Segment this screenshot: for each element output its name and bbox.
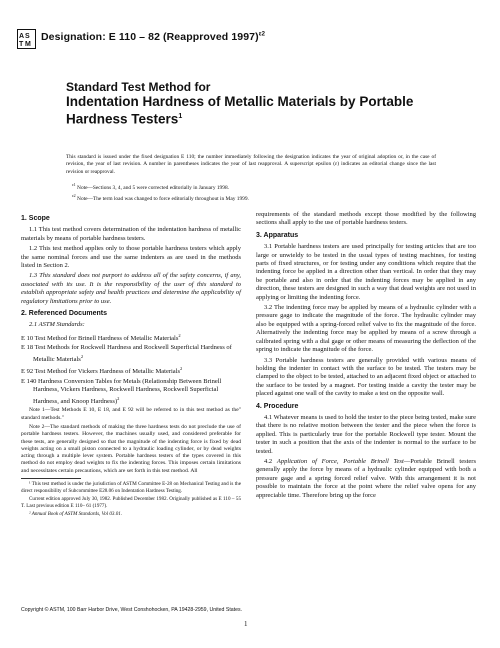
paragraph-4-2: 4.2 Application of Force, Portable Brinell Test—Portable Brinell testers generally apply the force by means of a hydraulic cylinder equipped with both a pressure gage and a spring forced relief valve. With this arrangement it is not possible to maintain the force at the point where the relief valve opens for any appreciable time. Therefore bring up the force bbox=[256, 457, 476, 499]
section-heading-procedure: 4. Procedure bbox=[256, 402, 299, 410]
svg-text:A: A bbox=[19, 33, 25, 40]
copyright-notice: Copyright © ASTM, 100 Barr Harbor Drive, West Conshohocken, PA 19428-2959, United States. bbox=[21, 607, 243, 613]
headnote: $^{\varepsilon 2}$ Note—The term load was changed to force editorially throughout in May 1999. bbox=[72, 193, 249, 202]
paragraph-3-2: 3.2 The indenting force may be applied by means of a hydraulic cylinder with a pressure gage to indicate the magnitude of the force. The hydraulic cylinder may also be equipped with a spring-forced relief valve to fix the magnitude of the force. Alternatively the indenting force may be applied by means of a screw through a calibrated spring with a dial gage or other means of measuring the deflection of the spring to indicate the magnitude of the force. bbox=[256, 304, 476, 354]
footnote-1: ¹ This test method is under the jurisdiction of ASTM Committee E-28 on Mechanical Testing and is the direct responsibility of Subcommittee E28.06 on Indentation Hardness Testing. bbox=[21, 481, 241, 494]
section-heading-referenced-documents: 2. Referenced Documents bbox=[21, 310, 107, 318]
page-number: 1 bbox=[244, 620, 248, 628]
footnote-2: ² Annual Book of ASTM Standards, Vol 03.01. bbox=[29, 511, 123, 518]
paragraph-1-1: 1.1 This test method covers determination of the indentation hardness of metallic materials by means of portable hardness testers. bbox=[21, 226, 241, 242]
reference-item: E 92 Test Method for Vickers Hardness of Metallic Materials$^2$ bbox=[21, 366, 183, 376]
paragraph-3-3: 3.3 Portable hardness testers are generally provided with various means of holding the indenter in contact with the surface to be tested. The testers may be clamped to the object to be tested, attached to an adjacent fixed object or attached to the surface to be tested by a magnet. For testing inside a cavity the tester may be placed against one wall of the cavity to make a test on the opposite wall. bbox=[256, 356, 476, 398]
title-pre: Standard Test Method for bbox=[66, 80, 211, 94]
svg-text:M: M bbox=[25, 41, 31, 48]
footnote-rule bbox=[21, 478, 81, 479]
reference-item: E 18 Test Methods for Rockwell Hardness and Rockwell Superficial Hardness of Metallic Materials$^2$ bbox=[21, 344, 232, 363]
headnote: $^{\varepsilon 1}$ Note—Sections 3, 4, and 5 were corrected editorially in January 1998. bbox=[72, 182, 229, 191]
title-line1: Indentation Hardness of Metallic Materials by Portable bbox=[66, 94, 414, 109]
svg-text:S: S bbox=[25, 33, 30, 40]
section-heading-apparatus: 3. Apparatus bbox=[256, 231, 299, 239]
reference-item: E 140 Hardness Conversion Tables for Metals (Relationship Between Brinell Hardness, Vickers Hardness, Rockwell Hardness, Rockwell Superficial Hardness, and Knoop Hardness)$^2$ bbox=[21, 377, 222, 405]
footnote-1-cont: Current edition approved July 30, 1982. Published December 1982. Originally published as E 110 – 55 T. Last previous edition E 110– 61 (1977). bbox=[21, 496, 241, 509]
reference-item: E 10 Test Method for Brinell Hardness of Metallic Materials$^2$ bbox=[21, 332, 181, 343]
section-heading-scope: 1. Scope bbox=[21, 215, 50, 222]
paragraph-3-1: 3.1 Portable hardness testers are used principally for testing articles that are too large or unwieldy to be tested in the usual types of testing machines, for testing parts of fixed structures, or for testing under any conditions which require that the indenting force be applied in a direction other than vertical. In order that they may be portable and also in order that the indenting forces may be applied in any direction, these testers are designed in such a way that dead weights are not used in applying or limiting the indenting force. bbox=[256, 243, 476, 301]
paragraph-1-2: 1.2 This test method applies only to those portable hardness testers which apply the same nominal forces and use the same indenters as are used in the methods listed in Section 2. bbox=[21, 245, 241, 270]
paragraph-2-1: 2.1 ASTM Standards: bbox=[29, 321, 85, 329]
headnotes bbox=[72, 181, 432, 203]
paragraph-continued: requirements of the standard methods except those modified by the following sections shall apply to the use of portable hardness testers. bbox=[256, 211, 476, 227]
title-line2: Hardness Testers$^1$ bbox=[66, 111, 183, 127]
left-column bbox=[21, 211, 241, 520]
title-block bbox=[66, 81, 436, 127]
note-1: Note 1—Test Methods E 10, E 18, and E 92 will be referred to in this test method as the" standard methods." bbox=[21, 407, 241, 421]
svg-text:T: T bbox=[19, 41, 24, 48]
paragraph-4-1: 4.1 Whatever means is used to hold the tester to the piece being tested, make sure that there is no relative motion between the tester and the piece when the force is applied. This is particularly true for the portable Rockwell type tester. Mount the tester in such a position that the axis of the indenter is normal to the surface to be tested. bbox=[256, 413, 476, 455]
designation: Designation: E 110 – 82 (Reapproved 1997)$^{\varepsilon 2}$ bbox=[41, 31, 266, 43]
astm-logo-icon bbox=[17, 29, 36, 49]
note-2: Note 2—The standard methods of making the three hardness tests do not preclude the use of portable hardness testers. However, the machines usually used, and considered preferable for these tests, are generally designed so that the magnitude of the indenting force is fixed by dead weights acting on a small piston connected to a hydraulic loading cylinder, or by dead weights acting through a multiple lever system. Portable hardness testers of the types covered in this method do not employ dead weights to fix the indenting forces. This imposes certain limitations and necessitates certain precautions, which are set forth in this test method. All bbox=[21, 423, 241, 474]
right-column bbox=[256, 211, 476, 502]
issued-statement: This standard is issued under the fixed designation E 110; the number immediately following the designation indicates the year of original adoption or, in the case of revision, the year of last revision. A number in parentheses indicates the year of last reapproval. A superscript epsilon (ε) indicates an editorial change since the last revision or reapproval. bbox=[66, 154, 436, 175]
paragraph-1-3: 1.3 This standard does not purport to address all of the safety concerns, if any, associated with its use. It is the responsibility of the user of this standard to establish appropriate safety and health practices and determine the applicability of regulatory limitations prior to use. bbox=[21, 272, 241, 305]
